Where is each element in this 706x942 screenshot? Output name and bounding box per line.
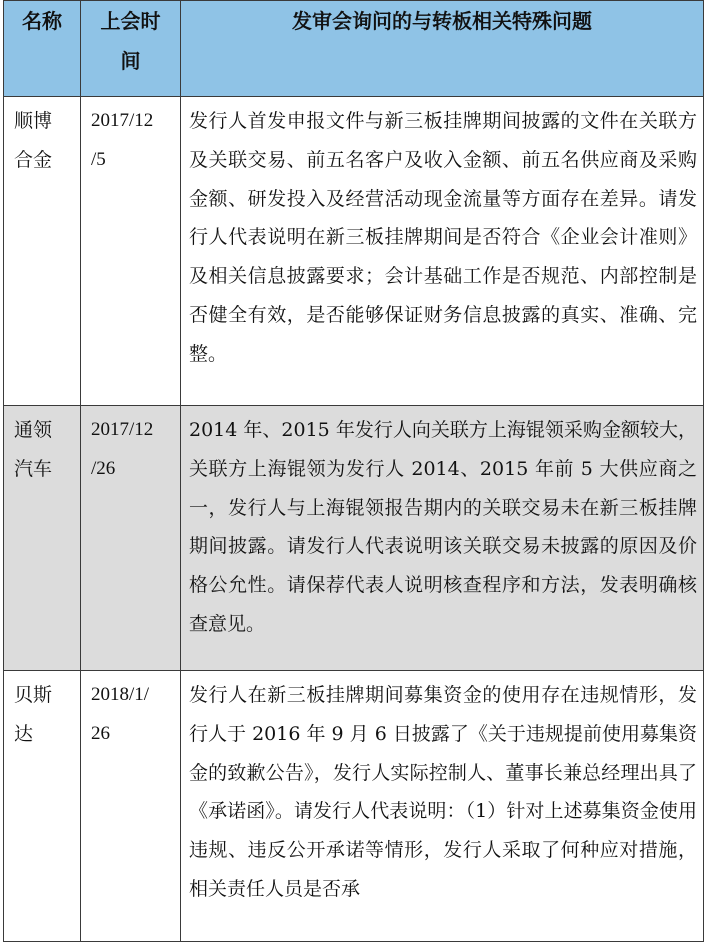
- meeting-date-line: 26: [91, 722, 110, 744]
- meeting-date-line: 2017/12: [91, 110, 154, 131]
- company-name-line: 通领: [14, 419, 53, 441]
- table-row: [4, 671, 704, 942]
- meeting-date-cell: [81, 97, 181, 406]
- meeting-date-line: /26: [91, 457, 116, 479]
- company-cell: [4, 671, 81, 942]
- company-cell: [4, 97, 81, 406]
- issue-text: 发行人首发申报文件与新三板挂牌期间披露的文件在关联方及关联交易、前五名客户及收入金额、前五名供应商及采购金额、研发投入及经营活动现金流量等方面存在差异。请发行人代表说明在新三板挂牌期间是否符合《企业会计准则》及相关信息披露要求；会计基础工作是否规范、内部控制是否健全有效，是否能够保证财务信息披露的真实、准确、完整。: [189, 110, 697, 365]
- header-name: [4, 1, 81, 97]
- issue-cell: [181, 671, 704, 942]
- table-row: [4, 97, 704, 406]
- meeting-date-line: 2018/1/: [91, 684, 150, 705]
- company-name-line: 贝斯: [14, 684, 53, 706]
- table-row: [4, 406, 704, 671]
- company-name-line: 达: [14, 722, 34, 745]
- header-name-label: 名称: [22, 9, 62, 33]
- company-cell: [4, 406, 81, 671]
- meeting-date-line: 2017/12: [91, 419, 154, 440]
- header-issue-label: 发审会询问的与转板相关特殊问题: [292, 9, 592, 33]
- header-date: [81, 1, 181, 97]
- header-issue: [181, 1, 704, 97]
- meeting-date-cell: [81, 406, 181, 671]
- company-name-line: 顺博: [14, 110, 53, 132]
- header-date-label-line2: 间: [120, 49, 141, 73]
- issues-table: [3, 0, 704, 942]
- issue-cell: [181, 406, 704, 671]
- company-name-line: 合金: [14, 148, 53, 171]
- header-date-label-line1: 上会时: [100, 9, 161, 33]
- meeting-date-line: /5: [91, 148, 106, 170]
- issue-text: 发行人在新三板挂牌期间募集资金的使用存在违规情形，发行人于 2016 年 9 月 6 日披露了《关于违规提前使用募集资金的致歉公告》，发行人实际控制人、董事长兼总经理出具了《承诺函》。请发行人代表说明：（1）针对上述募集资金使用违规、违反公开承诺等情形，发行人采取了何种应对措施，相关责任人员是否承: [189, 684, 697, 900]
- meeting-date-cell: [81, 671, 181, 942]
- company-name-line: 汽车: [14, 457, 53, 480]
- issue-cell: [181, 97, 704, 406]
- header-row: [4, 1, 704, 97]
- issue-text: 2014 年、2015 年发行人向关联方上海锟领采购金额较大，关联方上海锟领为发行人 2014、2015 年前 5 大供应商之一，发行人与上海锟领报告期内的关联交易未在新三板挂牌期间披露。请发行人代表说明该关联交易未披露的原因及价格公允性。请保荐代表人说明核查程序和方法，发表明确核查意见。: [189, 419, 697, 635]
